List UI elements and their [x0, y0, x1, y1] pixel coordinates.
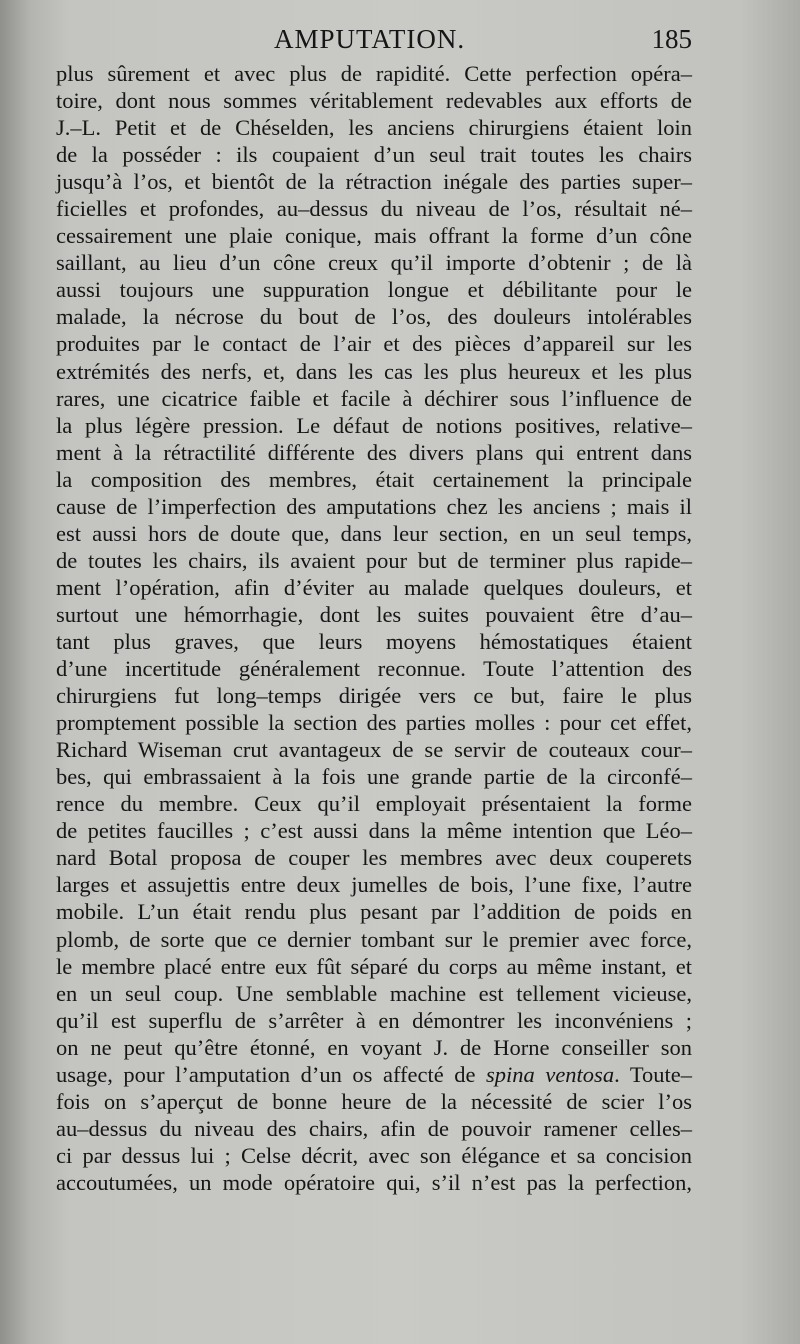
- text-line: plus sûrement et avec plus de rapidité. Cette perfection opéra–: [56, 61, 692, 86]
- text-line: ci par dessus lui ; Celse décrit, avec son élégance et sa concision: [56, 1142, 692, 1168]
- text-line: mobile. L’un était rendu plus pesant par l’addition de poids en: [56, 899, 692, 925]
- text-line: saillant, au lieu d’un cône creux qu’il importe d’obtenir ; de là: [56, 250, 692, 276]
- italic-term: spina ventosa: [486, 1061, 615, 1087]
- text-line-italic-mixed: [56, 1061, 692, 1088]
- text-line: la composition des membres, était certainement la principale: [56, 466, 692, 492]
- text-line: bes, qui embrassaient à la fois une grande partie de la circonfé–: [56, 764, 692, 790]
- running-head: [56, 20, 692, 60]
- text-line: en un seul coup. Une semblable machine est tellement vicieuse,: [56, 980, 692, 1006]
- text-line: malade, la nécrose du bout de l’os, des douleurs intolérables: [56, 304, 692, 330]
- text-line: chirurgiens fut long–temps dirigée vers ce but, faire le plus: [56, 683, 692, 709]
- text-line: larges et assujettis entre deux jumelles de bois, l’une fixe, l’autre: [56, 872, 692, 898]
- text-line: la plus légère pression. Le défaut de notions positives, relative–: [56, 412, 692, 438]
- text-line: plomb, de sorte que ce dernier tombant sur le premier avec force,: [56, 926, 692, 952]
- body-text: [56, 60, 692, 1196]
- running-title: AMPUTATION.: [274, 24, 466, 54]
- text-line: surtout une hémorrhagie, dont les suites pouvaient être d’au–: [56, 601, 692, 627]
- text-line: toire, dont nous sommes véritablement redevables aux efforts de: [56, 88, 692, 114]
- page-number: 185: [651, 24, 692, 54]
- text-line: J.–L. Petit et de Chéselden, les anciens chirurgiens étaient loin: [56, 115, 692, 141]
- text-line: ficielles et profondes, au–dessus du niveau de l’os, résultait né–: [56, 196, 692, 222]
- text-line: au–dessus du niveau des chairs, afin de pouvoir ramener celles–: [56, 1115, 692, 1141]
- text-line: accoutumées, un mode opératoire qui, s’il n’est pas la perfection,: [56, 1169, 692, 1195]
- text-line: d’une incertitude généralement reconnue. Toute l’attention des: [56, 656, 692, 682]
- text-line: rares, une cicatrice faible et facile à déchirer sous l’influence de: [56, 385, 692, 411]
- text-line: on ne peut qu’être étonné, en voyant J. de Horne conseiller son: [56, 1034, 692, 1060]
- text-fragment: usage, pour l’amputation d’un os affecté de: [56, 1061, 487, 1087]
- text-line: fois on s’aperçut de bonne heure de la nécessité de scier l’os: [56, 1088, 692, 1114]
- text-line: nard Botal proposa de couper les membres avec deux couperets: [56, 845, 692, 871]
- text-line: rence du membre. Ceux qu’il employait présentaient la forme: [56, 791, 692, 817]
- text-line: qu’il est superflu de s’arrêter à en démontrer les inconvéniens ;: [56, 1007, 692, 1033]
- text-line: cause de l’imperfection des amputations chez les anciens ; mais il: [56, 493, 692, 519]
- text-line: ment l’opération, afin d’éviter au malade quelques douleurs, et: [56, 574, 692, 600]
- text-line: tant plus graves, que leurs moyens hémostatiques étaient: [56, 628, 692, 654]
- text-line: le membre placé entre eux fût séparé du corps au même instant, et: [56, 953, 692, 979]
- text-line: est aussi hors de doute que, dans leur section, en un seul temps,: [56, 520, 692, 546]
- text-line: de la posséder : ils coupaient d’un seul trait toutes les chairs: [56, 142, 692, 168]
- text-line: aussi toujours une suppuration longue et débilitante pour le: [56, 277, 692, 303]
- text-line: jusqu’à l’os, et bientôt de la rétraction inégale des parties super–: [56, 169, 692, 195]
- text-line: extrémités des nerfs, et, dans les cas les plus heureux et les plus: [56, 358, 692, 384]
- text-line: ment à la rétractilité différente des divers plans qui entrent dans: [56, 439, 692, 465]
- text-line: de toutes les chairs, ils avaient pour but de terminer plus rapide–: [56, 547, 692, 573]
- text-line: de petites faucilles ; c’est aussi dans la même intention que Léo–: [56, 818, 692, 844]
- text-line: cessairement une plaie conique, mais offrant la forme d’un cône: [56, 223, 692, 249]
- text-line: produites par le contact de l’air et des pièces d’appareil sur les: [56, 331, 692, 357]
- text-line: promptement possible la section des parties molles : pour cet effet,: [56, 710, 692, 736]
- text-fragment: . Toute–: [614, 1061, 692, 1087]
- text-line: Richard Wiseman crut avantageux de se servir de couteaux cour–: [56, 737, 692, 763]
